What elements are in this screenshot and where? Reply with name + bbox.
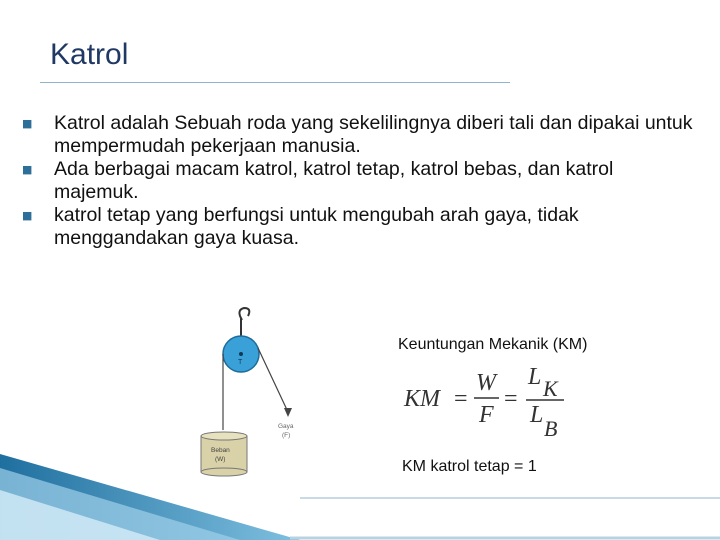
- force-label-1: Gaya: [278, 423, 294, 430]
- formula-num-1: W: [476, 370, 496, 396]
- bullet-item: [22, 158, 702, 204]
- bullet-item: [22, 112, 702, 158]
- load-label-2: (W): [215, 456, 226, 463]
- pulley-label: T: [238, 359, 243, 366]
- formula-den-2: L: [530, 402, 544, 428]
- pulley-axle: [239, 352, 243, 356]
- formula-num-2: L: [528, 364, 542, 390]
- slide-title: Katrol: [50, 38, 129, 71]
- decorative-swoosh: [0, 440, 720, 540]
- square-bullet-icon: ■: [22, 117, 33, 130]
- bullet-item: [22, 204, 702, 250]
- load-top: [201, 432, 247, 440]
- km-formula: [402, 360, 602, 442]
- formula-num-2-sub: K: [543, 376, 558, 401]
- bullet-text: Ada berbagai macam katrol, katrol tetap, katrol bebas, dan katrol majemuk.: [54, 158, 614, 203]
- bullet-list: [22, 112, 702, 250]
- load-label-1: Beban: [211, 447, 230, 454]
- title-divider: [40, 82, 510, 83]
- force-arrow-icon: [284, 408, 292, 417]
- bullet-text: Katrol adalah Sebuah roda yang sekelilingnya diberi tali dan dipakai untuk mempermudah pekerjaan manusia.: [54, 112, 693, 157]
- km-result: KM katrol tetap = 1: [402, 458, 537, 475]
- rope-force-side: [258, 348, 288, 412]
- formula-lhs: KM: [404, 386, 440, 412]
- square-bullet-icon: ■: [22, 209, 33, 222]
- formula-eq-2: =: [504, 386, 518, 412]
- km-heading: Keuntungan Mekanik (KM): [398, 336, 588, 353]
- formula-eq-1: =: [454, 386, 468, 412]
- formula-den-2-sub: B: [544, 416, 558, 441]
- force-label-2: (F): [282, 432, 291, 439]
- square-bullet-icon: ■: [22, 163, 33, 176]
- formula-den-1: F: [479, 402, 494, 428]
- bullet-text: katrol tetap yang berfungsi untuk mengubah arah gaya, tidak menggandakan gaya kuasa.: [54, 204, 579, 249]
